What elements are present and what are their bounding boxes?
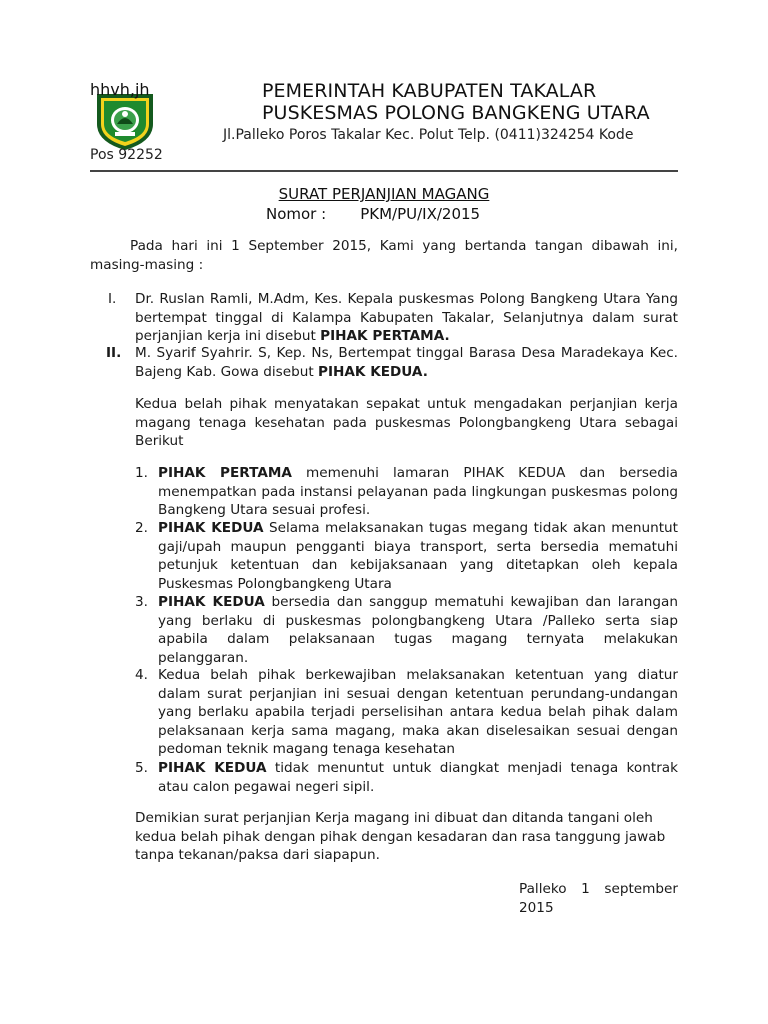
clause-item xyxy=(135,464,678,520)
clause-item xyxy=(135,519,678,593)
document-number xyxy=(266,205,480,223)
nomor-label: Nomor : xyxy=(266,205,327,223)
document-title-text: SURAT PERJANJIAN MAGANG xyxy=(278,185,490,203)
clause-number: 1. xyxy=(135,465,148,481)
clause-text: bersedia dan sanggup mematuhi kewajiban dan larangan yang berlaku di puskesmas polongbangkeng Utara /Palleko serta siap apabila dalam pelaksanaan tugas magang ternyata melakukan pelanggaran. xyxy=(158,594,678,666)
opening-paragraph: Pada hari ini 1 September 2015, Kami yang bertanda tangan dibawah ini, masing-masing : xyxy=(90,238,678,273)
clause-number: 5. xyxy=(135,760,148,776)
clause-number: 3. xyxy=(135,594,148,610)
institution-heading: PUSKESMAS POLONG BANGKENG UTARA xyxy=(262,102,650,124)
place-date xyxy=(519,880,678,917)
clause-text: Selama melaksanakan tugas megang tidak akan menuntut gaji/upah maupun pengganti biaya transport, serta bersedia mematuhi petunjuk ketentuan dan kebijaksanaan yang ditetapkan oleh kepala Puskesmas Polongbangkeng Utara xyxy=(158,520,678,592)
party-number: I. xyxy=(108,291,117,307)
place-name: Palleko xyxy=(519,881,567,897)
letterhead-divider xyxy=(90,170,678,172)
postal-code-line: Pos 92252 xyxy=(90,147,163,163)
agreement-intro: Kedua belah pihak menyatakan sepakat untuk mengadakan perjanjian kerja magang tenaga kesehatan pada puskesmas Polongbangkeng Utara sebagai Berikut xyxy=(135,396,678,449)
date-day: 1 xyxy=(581,881,590,897)
clause-item xyxy=(135,759,678,796)
closing-paragraph: Demikian surat perjanjian Kerja magang ini dibuat dan ditanda tangani oleh kedua belah pihak dengan pihak dengan kesadaran dan rasa tanggung jawab tanpa tekanan/paksa dari siapapun. xyxy=(135,810,666,863)
clause-party: PIHAK KEDUA xyxy=(158,594,265,610)
document-title xyxy=(0,185,768,203)
address-line: Jl.Palleko Poros Takalar Kec. Polut Telp. (0411)324254 Kode xyxy=(223,127,634,143)
clause-text: memenuhi lamaran PIHAK KEDUA dan bersedia menempatkan pada instansi pelayanan pada lingkungan puskesmas polong Bangkeng Utara sesuai profesi. xyxy=(158,465,678,518)
party-item xyxy=(90,344,678,381)
date-year: 2015 xyxy=(519,899,554,916)
party-designation: PIHAK PERTAMA. xyxy=(320,328,450,344)
nomor-value: PKM/PU/IX/2015 xyxy=(360,205,481,223)
clause-item xyxy=(135,666,678,759)
clause-party: PIHAK KEDUA xyxy=(158,760,267,776)
government-heading: PEMERINTAH KABUPATEN TAKALAR xyxy=(262,80,597,102)
clause-party: PIHAK PERTAMA xyxy=(158,465,292,481)
party-number: II. xyxy=(106,345,122,361)
party-item xyxy=(90,290,678,346)
clause-item xyxy=(135,593,678,667)
logo-overlay-text: hhvh,jh xyxy=(90,80,150,99)
date-month: september xyxy=(604,881,678,897)
party-text: Dr. Ruslan Ramli, M.Adm, Kes. Kepala puskesmas Polong Bangkeng Utara Yang bertempat tinggal di Kalampa Kabupaten Takalar, Selanjutnya dalam surat perjanjian kerja ini disebut xyxy=(135,291,678,344)
clause-number: 2. xyxy=(135,520,148,536)
clause-text: Kedua belah pihak berkewajiban melaksanakan ketentuan yang diatur dalam surat perjanjian ini sesuai dengan ketentuan perundang-undangan yang berlaku apabila terjadi perselisihan antara kedua belah pihak dalam pelaksanaan kerja sama magang, maka akan diselesaikan sesuai dengan pedoman teknik magang tenaga kesehatan xyxy=(158,667,678,757)
clause-number: 4. xyxy=(135,667,148,683)
clause-party: PIHAK KEDUA xyxy=(158,520,264,536)
party-designation: PIHAK KEDUA. xyxy=(318,363,428,380)
clause-text: tidak menuntut untuk diangkat menjadi tenaga kontrak atau calon pegawai negeri sipil. xyxy=(158,760,678,795)
party-text: M. Syarif Syahrir. S, Kep. Ns, Bertempat tinggal Barasa Desa Maradekaya Kec. Bajeng Kab. Gowa disebut xyxy=(135,345,678,380)
